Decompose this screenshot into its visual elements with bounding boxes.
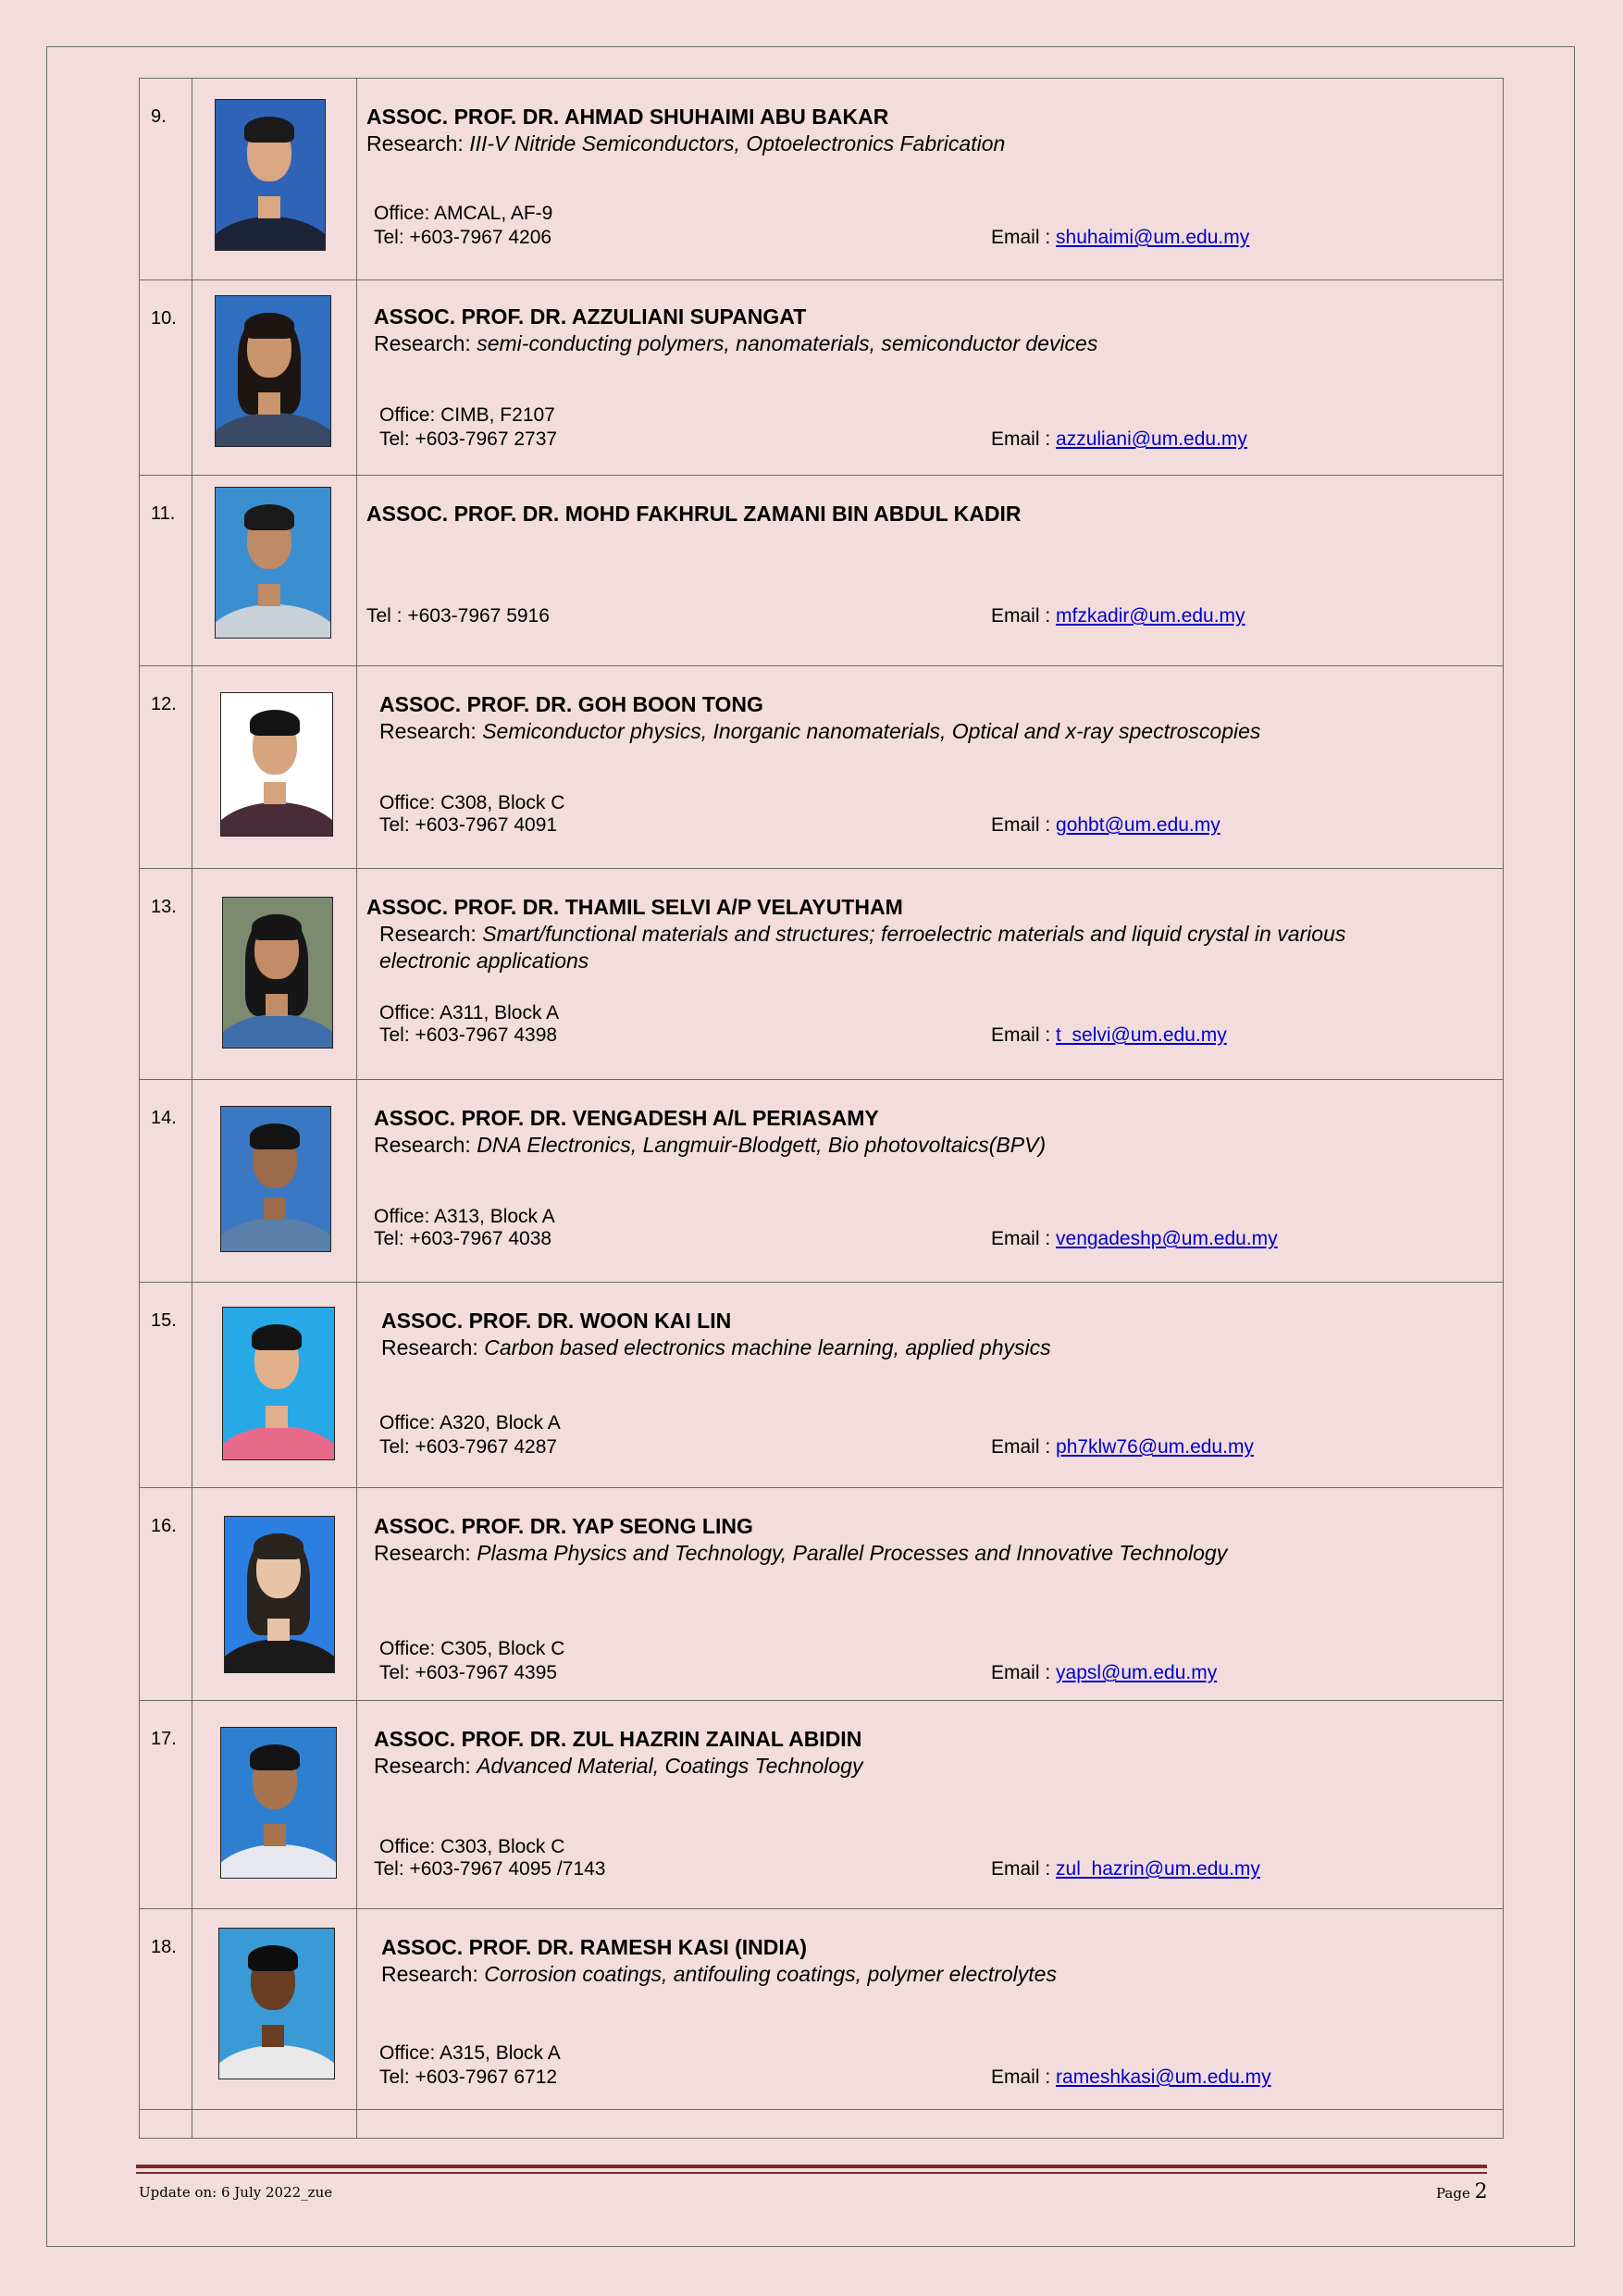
email-label: Email : [991, 1228, 1057, 1249]
footer-rule [136, 2165, 1487, 2168]
staff-row [140, 869, 1504, 1080]
photo-cell [192, 280, 357, 476]
office-location: Office: A315, Block A [379, 2042, 561, 2064]
photo-neck [258, 392, 280, 415]
row-number [140, 280, 192, 476]
office-location: Office: A311, Block A [379, 1002, 560, 1024]
info-cell [357, 79, 1504, 280]
update-note: Update on: 6 July 2022_zue [139, 2184, 333, 2201]
photo-hair [252, 914, 302, 940]
email-link[interactable]: yapsl@um.edu.my [1056, 1662, 1218, 1683]
page-label: Page [1436, 2185, 1475, 2202]
staff-name: ASSOC. PROF. DR. YAP SEONG LING [374, 1514, 753, 1538]
research-line [381, 1334, 1051, 1361]
email-line [991, 227, 1249, 249]
research-line [374, 1540, 1227, 1567]
research-line [379, 718, 1260, 745]
staff-photo [220, 692, 333, 837]
row-number [140, 869, 192, 1080]
photo-neck [266, 994, 288, 1016]
staff-photo [218, 1928, 335, 2079]
photo-cell [192, 1701, 357, 1909]
email-label: Email : [991, 605, 1057, 627]
staff-name: ASSOC. PROF. DR. AZZULIANI SUPANGAT [374, 304, 807, 329]
telephone: Tel: +603-7967 4091 [379, 814, 558, 836]
photo-cell [192, 79, 357, 280]
staff-name: ASSOC. PROF. DR. VENGADESH A/L PERIASAMY [374, 1106, 879, 1130]
research-topics: Carbon based electronics machine learning, applied physics [484, 1335, 1051, 1359]
research-line [366, 130, 1005, 157]
telephone: Tel: +603-7967 4287 [379, 1436, 558, 1458]
staff-row [140, 1909, 1504, 2110]
email-line [991, 2066, 1271, 2089]
staff-row [140, 79, 1504, 280]
photo-neck [258, 196, 280, 218]
info-cell [357, 1909, 1504, 2110]
email-link[interactable]: t_selvi@um.edu.my [1056, 1024, 1227, 1046]
research-label: Research: [374, 1541, 477, 1565]
email-label: Email : [991, 428, 1057, 450]
telephone: Tel: +603-7967 4395 [379, 1662, 558, 1683]
photo-neck [267, 1619, 290, 1641]
research-label: Research: [374, 1133, 477, 1157]
telephone: Tel: +603-7967 2737 [379, 428, 558, 450]
photo-neck [258, 584, 280, 606]
staff-name: ASSOC. PROF. DR. WOON KAI LIN [381, 1309, 732, 1333]
row-number [140, 1909, 192, 2110]
row-number-text: 17. [151, 1729, 177, 1749]
email-link[interactable]: gohbt@um.edu.my [1056, 814, 1220, 836]
staff-row [140, 1701, 1504, 1909]
photo-hair [250, 1744, 300, 1770]
research-label: Research: [374, 331, 477, 355]
photo-cell [192, 666, 357, 869]
photo-hair [250, 1123, 300, 1149]
row-number [140, 1080, 192, 1283]
email-label: Email : [991, 814, 1057, 836]
research-topics: Advanced Material, Coatings Technology [477, 1754, 863, 1778]
info-cell [357, 1701, 1504, 1909]
staff-name: ASSOC. PROF. DR. THAMIL SELVI A/P VELAYUTHAM [366, 895, 903, 919]
telephone: Tel : +603-7967 5916 [366, 605, 550, 627]
office-location: Office: AMCAL, AF-9 [374, 203, 553, 224]
office-location: Office: CIMB, F2107 [379, 404, 555, 426]
info-cell [357, 2110, 1504, 2139]
info-cell [357, 476, 1504, 666]
row-number [140, 666, 192, 869]
email-label: Email : [991, 1436, 1057, 1458]
telephone: Tel: +603-7967 4095 /7143 [374, 1858, 606, 1880]
photo-hair [248, 1945, 298, 1971]
research-topics: Semiconductor physics, Inorganic nanomaterials, Optical and x-ray spectroscopies [482, 719, 1261, 743]
research-line [374, 1753, 862, 1780]
office-location: Office: C308, Block C [379, 792, 565, 813]
email-line [991, 1024, 1227, 1047]
email-line [991, 1858, 1260, 1880]
staff-photo [222, 1307, 335, 1460]
research-label: Research: [381, 1962, 485, 1986]
row-number [140, 1488, 192, 1701]
email-label: Email : [991, 1858, 1057, 1880]
row-number-text: 12. [151, 694, 177, 714]
staff-photo [220, 1727, 337, 1879]
staff-row [140, 1488, 1504, 1701]
row-number-text: 16. [151, 1516, 177, 1536]
email-link[interactable]: zul_hazrin@um.edu.my [1056, 1858, 1260, 1880]
email-label: Email : [991, 227, 1057, 248]
row-number [140, 1283, 192, 1488]
research-line [374, 330, 1097, 357]
research-topics: Smart/functional materials and structures; ferroelectric materials and liquid crystal in various electronic applications [379, 922, 1346, 973]
info-cell [357, 1488, 1504, 1701]
staff-name: ASSOC. PROF. DR. RAMESH KASI (INDIA) [381, 1935, 808, 1959]
info-cell [357, 1283, 1504, 1488]
research-topics: semi-conducting polymers, nanomaterials, semiconductor devices [477, 331, 1098, 355]
photo-cell [192, 1488, 357, 1701]
row-number-text: 13. [151, 897, 177, 917]
staff-row [140, 666, 1504, 869]
staff-table [139, 78, 1504, 2139]
email-link[interactable]: vengadeshp@um.edu.my [1056, 1228, 1278, 1249]
staff-name: ASSOC. PROF. DR. GOH BOON TONG [379, 692, 763, 716]
telephone: Tel: +603-7967 4398 [379, 1024, 558, 1046]
email-label: Email : [991, 2066, 1057, 2088]
row-number-text: 15. [151, 1310, 177, 1331]
photo-cell [192, 476, 357, 666]
page-number [1436, 2180, 1488, 2203]
footer-rule-thin [136, 2172, 1487, 2174]
photo-neck [264, 1824, 286, 1846]
office-location: Office: C303, Block C [379, 1836, 565, 1857]
staff-row [140, 1283, 1504, 1488]
staff-photo [215, 487, 331, 639]
staff-row [140, 1080, 1504, 1283]
research-label: Research: [379, 922, 483, 946]
photo-cell [192, 1080, 357, 1283]
photo-cell [192, 1909, 357, 2110]
research-topics: III-V Nitride Semiconductors, Optoelectronics Fabrication [469, 131, 1006, 155]
email-link[interactable]: shuhaimi@um.edu.my [1056, 227, 1250, 248]
staff-row [140, 280, 1504, 476]
email-label: Email : [991, 1024, 1057, 1046]
research-topics: Corrosion coatings, antifouling coatings, polymer electrolytes [484, 1962, 1057, 1986]
photo-neck [264, 1198, 286, 1220]
info-cell [357, 666, 1504, 869]
staff-photo [215, 99, 326, 251]
row-number [140, 79, 192, 280]
office-location: Office: A320, Block A [379, 1412, 561, 1433]
photo-hair [250, 710, 300, 736]
telephone: Tel: +603-7967 4206 [374, 227, 552, 248]
staff-name: ASSOC. PROF. DR. MOHD FAKHRUL ZAMANI BIN ABDUL KADIR [366, 502, 1022, 526]
office-location: Office: A313, Block A [374, 1206, 555, 1227]
research-topics: Plasma Physics and Technology, Parallel Processes and Innovative Technology [477, 1541, 1228, 1565]
staff-row [140, 476, 1504, 666]
staff-photo [222, 897, 333, 1049]
photo-neck [264, 782, 286, 804]
email-line [991, 1662, 1217, 1684]
email-line [991, 1436, 1254, 1458]
email-label: Email : [991, 1662, 1057, 1683]
row-number-text: 18. [151, 1937, 177, 1957]
email-line [991, 1228, 1278, 1250]
telephone: Tel: +603-7967 4038 [374, 1228, 552, 1249]
photo-hair [254, 1533, 304, 1559]
row-number [140, 2110, 192, 2139]
row-number-text: 14. [151, 1108, 177, 1128]
research-label: Research: [381, 1335, 485, 1359]
row-number [140, 476, 192, 666]
email-link[interactable]: azzuliani@um.edu.my [1056, 428, 1247, 450]
email-link[interactable]: rameshkasi@um.edu.my [1056, 2066, 1271, 2088]
office-location: Office: C305, Block C [379, 1638, 565, 1659]
staff-photo [220, 1106, 331, 1252]
photo-neck [266, 1406, 288, 1428]
telephone: Tel: +603-7967 6712 [379, 2066, 558, 2088]
email-link[interactable]: mfzkadir@um.edu.my [1056, 605, 1245, 627]
row-number-text: 9. [151, 106, 167, 127]
email-line [991, 428, 1247, 451]
staff-photo [215, 295, 331, 447]
research-line [381, 1961, 1057, 1988]
research-line [374, 1132, 1046, 1159]
research-label: Research: [374, 1754, 477, 1778]
info-cell [357, 280, 1504, 476]
email-line [991, 814, 1220, 837]
photo-hair [244, 504, 294, 530]
photo-cell [192, 1283, 357, 1488]
row-number-text: 10. [151, 308, 177, 329]
info-cell [357, 869, 1504, 1080]
email-link[interactable]: ph7klw76@um.edu.my [1056, 1436, 1254, 1458]
research-label: Research: [366, 131, 470, 155]
row-number-text: 11. [151, 503, 176, 524]
photo-hair [244, 313, 294, 339]
photo-cell [192, 2110, 357, 2139]
photo-cell [192, 869, 357, 1080]
row-number [140, 1701, 192, 1909]
research-topics: DNA Electronics, Langmuir-Blodgett, Bio photovoltaics(BPV) [477, 1133, 1047, 1157]
page-number-value: 2 [1474, 2180, 1488, 2203]
email-line [991, 605, 1245, 627]
photo-hair [244, 117, 294, 143]
staff-name: ASSOC. PROF. DR. AHMAD SHUHAIMI ABU BAKAR [366, 105, 889, 129]
photo-neck [262, 2025, 284, 2047]
photo-hair [252, 1324, 302, 1350]
staff-name: ASSOC. PROF. DR. ZUL HAZRIN ZAINAL ABIDIN [374, 1727, 862, 1751]
research-line [379, 921, 1351, 974]
info-cell [357, 1080, 1504, 1283]
staff-photo [224, 1516, 335, 1673]
research-label: Research: [379, 719, 483, 743]
empty-row [140, 2110, 1504, 2139]
